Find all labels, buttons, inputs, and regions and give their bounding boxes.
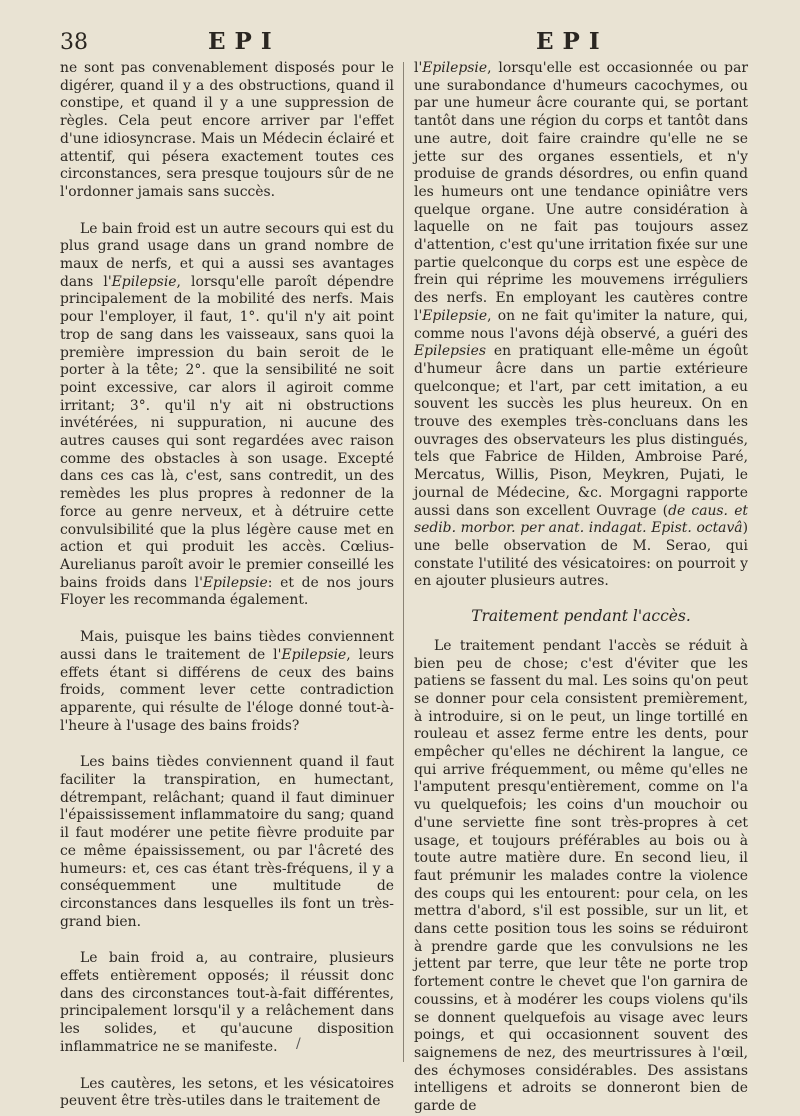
left-column-paragraph: Le bain froid est un autre secours qui est du plus grand usage dans un grand nombre de maux de nerfs, et qui a aussi ses avantages dans l'Epilepsie, lorsqu'elle paroît dépendre principalement de la mobilité des nerfs. Mais pour l'employer, il faut, 1°. qu'il n'y ait point trop de sang dans les vaisseaux, sans quoi la première impression du bain seroit de le porter à la tête; 2°. que la sensibilité ne soit point excessive, car alors il agiroit comme irritant; 3°. qu'il n'y ait ni obstructions invétérées, ni suppuration, ni aucune des autres causes qui sont regardées avec raison comme des obstacles à son usage. Excepté dans ces cas là, c'est, sans contredit, un des remèdes les plus propres à redonner de la force au genre nerveux, et à détruire cette convulsibilité que la plus légère cause met en action et qui produit les accès. Cœlius-Aurelianus paroît avoir le premier conseillé les bains froids dans l'Epilepsie: et de nos jours Floyer les recommanda également. <box>60 220 394 609</box>
left-column-paragraph: Les cautères, les setons, et les vésicatoires peuvent être très-utiles dans le traitement de <box>60 1075 394 1110</box>
running-head-left: EPI <box>208 28 281 55</box>
page-number: 38 <box>60 30 88 55</box>
italic-text: Epilepsie <box>422 307 488 324</box>
right-column-paragraph: Le traitement pendant l'accès se réduit à bien peu de chose; c'est d'éviter que les patiens se fassent du mal. Les soins qu'on peut se donner pour cela consistent premièrement, à introduire, si on le peut, un linge tortillé en rouleau et assez ferme entre les dents, pour empêcher qu'elles ne déchirent la langue, ce qui arrive fréquemment, ou même qu'elles ne l'amputent presqu'entièrement, comme on l'a vu quelquefois; les coins d'un mouchoir ou d'une serviette fine sont très-propres à cet usage, et toujours préférables au bois ou à toute autre matière dure. En second lieu, il faut prémunir les malades contre la violence des coups qui les entourent: pour cela, on les mettra d'abord, s'il est possible, sur un lit, et dans cette position tous les soins se réduiront à prendre garde que les convulsions ne les jettent par terre, que leur tête ne porte trop fortement contre le chevet que l'on garnira de coussins, et à modérer les coups violens qu'ils se donnent quelquefois au visage avec leurs poings, et qui occasionnent souvent des saignemens de nez, des meurtrissures à l'œil, des échymoses considérables. Des assistans intelligens et adroits se donneront bien de garde de <box>414 637 748 1115</box>
running-head-right: EPI <box>536 28 609 55</box>
left-column <box>60 60 394 1111</box>
italic-text: Epilepsie <box>111 273 177 290</box>
left-column-paragraph: ne sont pas convenablement disposés pour le digérer, quand il y a des obstructions, quand il constipe, et quand il y a une suppression de règles. Cela peut encore arriver par l'effet d'une idiosyncrase. Mais un Médecin éclairé et attentif, qui pésera exactement toutes ces circonstances, sera presque toujours sûr de ne l'ordonner jamais sans succès. <box>60 60 394 200</box>
right-column <box>414 60 748 1116</box>
right-column-part-1 <box>414 60 748 591</box>
italic-text: Epilepsie <box>422 60 488 76</box>
section-subheading: Traitement pendant l'accès. <box>471 607 691 626</box>
left-column-paragraph: Les bains tièdes conviennent quand il faut faciliter la transpiration, en humectant, détrempant, relâchant; quand il faut diminuer l'épaississement inflammatoire du sang; quand il faut modérer une petite fièvre produite par ce même épaississement, ou par l'âcreté des humeurs: et, ces cas étant très-fréquens, il y a conséquemment une multitude de circonstances dans lesquelles ils font un très-grand bien. <box>60 754 394 930</box>
page-header <box>0 26 800 56</box>
italic-text: de caus. et sedib. morbor. per anat. indagat. Epist. octavâ <box>414 502 748 537</box>
left-column-paragraph: Le bain froid a, au contraire, plusieurs effets entièrement opposés; il réussit donc dans des circonstances tout-à-fait différentes, principalement lorsqu'il y a relâchement dans les solides, et qu'aucune disposition inflammatrice ne se manifeste. <box>60 950 394 1055</box>
right-column-part-2 <box>414 638 748 1116</box>
column-divider <box>403 62 404 1062</box>
page-mark: / <box>296 1036 301 1052</box>
italic-text: Epilepsie <box>281 646 347 663</box>
italic-text: Epilepsies <box>414 343 486 360</box>
right-column-paragraph: l'Epilepsie, lorsqu'elle est occasionnée ou par une surabondance d'humeurs cacochymes, ou par une humeur âcre courante qui, se portant tantôt dans une région du corps et tantôt dans une autre, doit faire craindre qu'elle ne se jette sur des organes essentiels, et n'y produise de grands désordres, ou enfin quand les humeurs ont une tendance opiniâtre vers quelque organe. Une autre considération à laquelle on ne fait pas toujours assez d'attention, c'est qu'une irritation fixée sur une partie quelconque du corps est une espèce de frein qui réprime les mouvemens irréguliers des nerfs. En employant les cautères contre l'Epilepsie, on ne fait qu'imiter la nature, qui, comme nous l'avons déjà observé, a guéri des Epilepsies en pratiquant elle-même un égoût d'humeur âcre dans un partie extérieure quelconque; et l'art, par cett imitation, a eu souvent les succès les plus heureux. On en trouve des exemples très-concluans dans les ouvrages des observateurs les plus distingués, tels que Fabrice de Hilden, Ambroise Paré, Mercatus, Willis, Pison, Meykren, Pujati, le journal de Médecine, &c. Morgagni rapporte aussi dans son excellent Ouvrage (de caus. et sedib. morbor. per anat. indagat. Epist. octavâ) une belle observation de M. Serao, qui constate l'utilité des vésicatoires: on pourroit y en ajouter plusieurs autres. <box>414 60 748 590</box>
left-column-paragraph: Mais, puisque les bains tièdes conviennent aussi dans le traitement de l'Epilepsie, leurs effets étant si différens de ceux des bains froids, comment lever cette contradiction apparente, qui résulte de l'éloge donné tout-à-l'heure à l'usage des bains froids? <box>60 629 394 734</box>
italic-text: Epilepsie <box>202 574 268 591</box>
